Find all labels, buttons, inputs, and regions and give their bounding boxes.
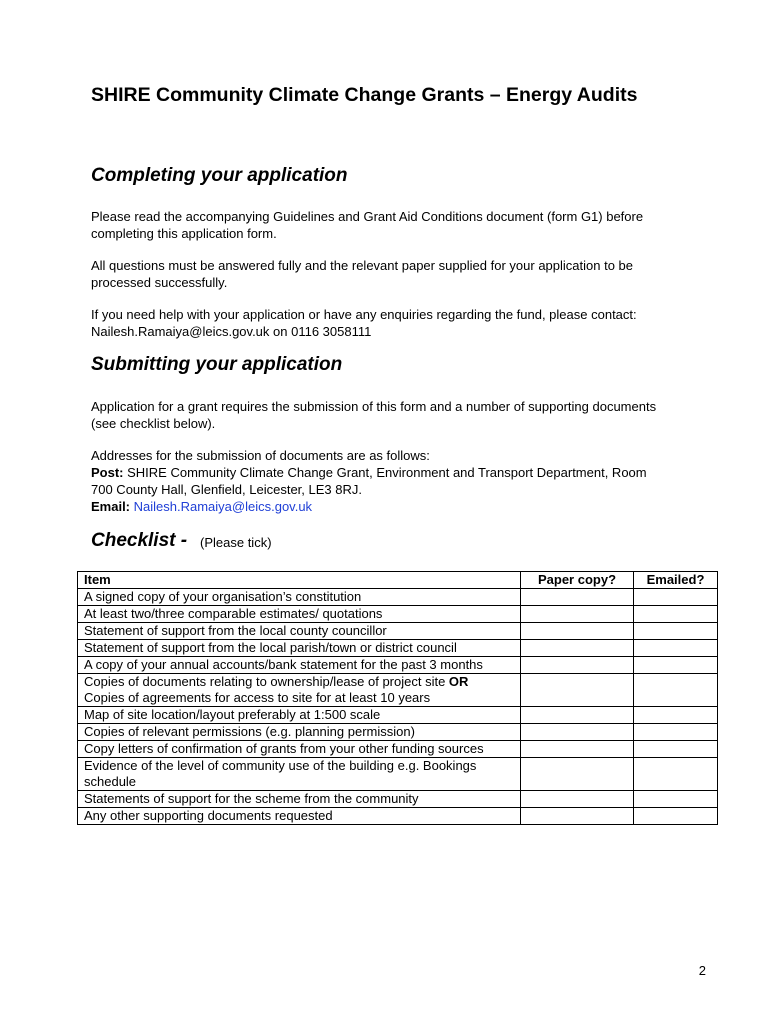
checklist-item-line: A copy of your annual accounts/bank statement for the past 3 months <box>84 657 483 672</box>
table-row <box>78 791 718 808</box>
checklist-item-cell <box>78 606 521 623</box>
table-row <box>78 674 718 707</box>
table-row <box>78 606 718 623</box>
post-label: Post: <box>91 465 124 480</box>
text-line: Application for a grant requires the submission of this form and a number of supporting documents <box>91 399 657 414</box>
post-address: SHIRE Community Climate Change Grant, Environment and Transport Department, Room <box>123 465 647 480</box>
email-label: Email: <box>91 499 131 514</box>
table-row <box>78 707 718 724</box>
table-row <box>78 623 718 640</box>
emailed-checkbox-cell[interactable] <box>634 623 718 640</box>
text-line: (see checklist below). <box>91 416 216 431</box>
checklist-table <box>77 571 718 825</box>
checklist-item-text <box>84 589 520 605</box>
checklist-item-text <box>84 707 520 723</box>
checklist-item-line: Copies of documents relating to ownership/lease of project site <box>84 674 449 689</box>
paper-copy-checkbox-cell[interactable] <box>521 791 634 808</box>
completing-paragraph-1 <box>91 208 643 242</box>
table-row <box>78 589 718 606</box>
checklist-item-cell <box>78 589 521 606</box>
table-row <box>78 758 718 791</box>
paper-copy-checkbox-cell[interactable] <box>521 606 634 623</box>
checklist-item-emphasis: OR <box>448 674 469 689</box>
checklist-item-cell <box>78 758 521 791</box>
text-line: All questions must be answered fully and the relevant paper supplied for your application to be <box>91 258 633 273</box>
paper-copy-checkbox-cell[interactable] <box>521 707 634 724</box>
checklist-item-text <box>84 724 520 740</box>
checklist-item-text <box>84 657 520 673</box>
checklist-item-text <box>84 606 520 622</box>
emailed-checkbox-cell[interactable] <box>634 758 718 791</box>
emailed-checkbox-cell[interactable] <box>634 707 718 724</box>
emailed-checkbox-cell[interactable] <box>634 657 718 674</box>
checklist-item-cell <box>78 674 521 707</box>
email-link[interactable]: Nailesh.Ramaiya@leics.gov.uk <box>133 499 313 514</box>
text-line: completing this application form. <box>91 226 277 241</box>
emailed-checkbox-cell[interactable] <box>634 724 718 741</box>
checklist-item-cell <box>78 724 521 741</box>
document-title: SHIRE Community Climate Change Grants – Energy Audits <box>91 84 638 106</box>
completing-heading: Completing your application <box>91 165 348 186</box>
checklist-item-text <box>84 741 520 757</box>
page-number: 2 <box>698 963 706 978</box>
checklist-item-line: A signed copy of your organisation’s constitution <box>84 589 362 604</box>
checklist-item-cell <box>78 657 521 674</box>
checklist-item-line: Any other supporting documents requested <box>84 808 333 823</box>
checklist-item-text <box>84 640 520 656</box>
checklist-item-cell <box>78 707 521 724</box>
emailed-checkbox-cell[interactable] <box>634 791 718 808</box>
checklist-item-text <box>84 758 520 774</box>
paper-copy-checkbox-cell[interactable] <box>521 758 634 791</box>
checklist-item-line: Statements of support for the scheme from the community <box>84 791 419 806</box>
table-row <box>78 640 718 657</box>
email-line <box>91 498 647 515</box>
checklist-item-line: At least two/three comparable estimates/ quotations <box>84 606 383 621</box>
checklist-item-line: Statement of support from the local county councillor <box>84 623 387 638</box>
checklist-item-line: Evidence of the level of community use of the building e.g. Bookings <box>84 758 477 773</box>
table-row <box>78 657 718 674</box>
paper-copy-checkbox-cell[interactable] <box>521 623 634 640</box>
checklist-item-line: Copy letters of confirmation of grants from your other funding sources <box>84 741 484 756</box>
emailed-checkbox-cell[interactable] <box>634 741 718 758</box>
emailed-checkbox-cell[interactable] <box>634 674 718 707</box>
submitting-paragraph-1 <box>91 398 656 432</box>
addresses-intro: Addresses for the submission of documents are as follows: <box>91 448 430 463</box>
submitting-heading: Submitting your application <box>91 354 343 375</box>
paper-copy-checkbox-cell[interactable] <box>521 808 634 825</box>
checklist-item-cell <box>78 791 521 808</box>
checklist-item-line: Map of site location/layout preferably at 1:500 scale <box>84 707 381 722</box>
checklist-item-line: schedule <box>84 774 137 789</box>
text-line: If you need help with your application or have any enquiries regarding the fund, please contact: <box>91 307 637 322</box>
checklist-item-cell <box>78 741 521 758</box>
column-header-emailed: Emailed? <box>634 572 718 589</box>
paper-copy-checkbox-cell[interactable] <box>521 589 634 606</box>
emailed-checkbox-cell[interactable] <box>634 606 718 623</box>
text-line: Nailesh.Ramaiya@leics.gov.uk on 0116 3058111 <box>91 324 372 339</box>
checklist-item-text <box>84 808 520 824</box>
completing-paragraph-3 <box>91 306 637 340</box>
table-header-row <box>78 572 718 589</box>
column-header-item: Item <box>78 572 521 589</box>
checklist-note: (Please tick) <box>200 535 272 550</box>
paper-copy-checkbox-cell[interactable] <box>521 741 634 758</box>
paper-copy-checkbox-cell[interactable] <box>521 724 634 741</box>
checklist-item-text <box>84 623 520 639</box>
emailed-checkbox-cell[interactable] <box>634 808 718 825</box>
checklist-item-cell <box>78 808 521 825</box>
checklist-item-line: Copies of agreements for access to site for at least 10 years <box>84 690 431 705</box>
emailed-checkbox-cell[interactable] <box>634 589 718 606</box>
table-row <box>78 808 718 825</box>
addresses-block <box>91 447 647 515</box>
table-row <box>78 741 718 758</box>
post-address-line <box>91 464 647 481</box>
column-header-paper-copy: Paper copy? <box>521 572 634 589</box>
checklist-item-cell <box>78 623 521 640</box>
text-line: Please read the accompanying Guidelines and Grant Aid Conditions document (form G1) before <box>91 209 644 224</box>
checklist-item-text <box>84 674 520 690</box>
checklist-item-line: Copies of relevant permissions (e.g. planning permission) <box>84 724 415 739</box>
checklist-item-line: Statement of support from the local parish/town or district council <box>84 640 457 655</box>
table-row <box>78 724 718 741</box>
checklist-heading: Checklist - <box>91 530 188 551</box>
text-line: processed successfully. <box>91 275 228 290</box>
paper-copy-checkbox-cell[interactable] <box>521 657 634 674</box>
post-address-line-2: 700 County Hall, Glenfield, Leicester, LE3 8RJ. <box>91 482 362 497</box>
emailed-checkbox-cell[interactable] <box>634 640 718 657</box>
paper-copy-checkbox-cell[interactable] <box>521 640 634 657</box>
completing-paragraph-2 <box>91 257 633 291</box>
checklist-item-text <box>84 791 520 807</box>
paper-copy-checkbox-cell[interactable] <box>521 674 634 707</box>
checklist-item-cell <box>78 640 521 657</box>
